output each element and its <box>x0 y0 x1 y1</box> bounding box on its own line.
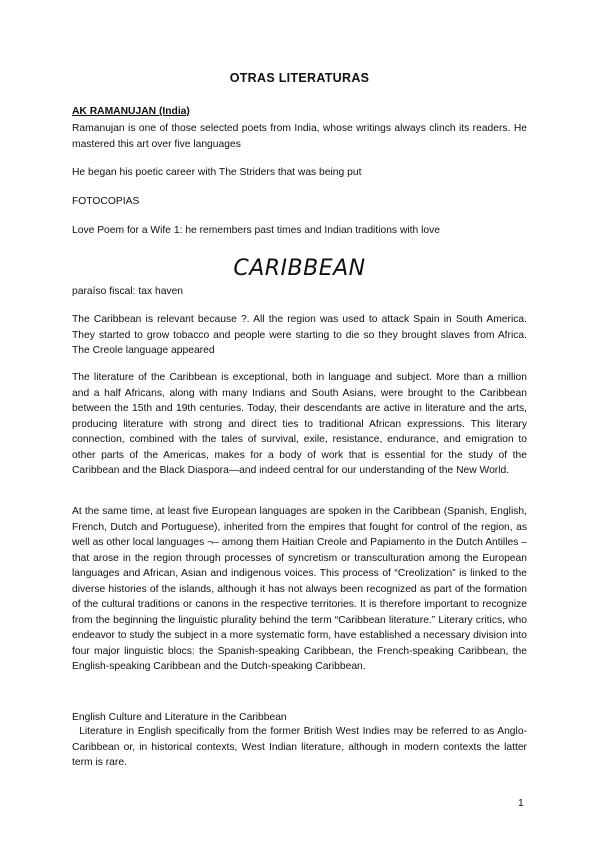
paragraph-poetic-career: He began his poetic career with The Striders that was being put <box>72 167 362 178</box>
paragraph-tax-haven: paraíso fiscal: tax haven <box>72 286 184 297</box>
paragraph-english-literature: Literature in English specifically from the former British West Indies may be referred to as Anglo-Caribbean or, in historical contexts, West Indian literature, although in modern contexts the latter term is rare. <box>72 726 530 768</box>
section-heading-caribbean: CARIBBEAN <box>233 256 366 281</box>
paragraph-love-poem: Love Poem for a Wife 1: he remembers past times and Indian traditions with love <box>72 225 441 236</box>
page-number: 1 <box>518 798 524 809</box>
paragraph-caribbean-literature: The literature of the Caribbean is exceptional, both in language and subject. More than a million and a half Africans, along with many Indians and South Asians, were brought to the Caribbean between the 15th and 19th centuries. Today, their descendants are active in literature and the arts, producing literature with strong and direct ties to traditional African expressions. This literary connection, combined with the tales of survival, exile, resistance, endurance, and emigration to other parts of the Americas, makes for a body of work that is essential for the study of the Caribbean and the Black Diaspora—and indeed central for our understanding of the New World. <box>72 372 527 476</box>
english-culture-heading: English Culture and Literature in the Caribbean <box>72 712 287 723</box>
page-title: OTRAS LITERATURAS <box>229 71 370 85</box>
paragraph-ramanujan-intro: Ramanujan is one of those selected poets from India, whose writings always clinch its readers. He mastered this art over five languages <box>72 123 527 150</box>
author-heading: AK RAMANUJAN (India) <box>72 106 190 117</box>
paragraph-caribbean-relevance: The Caribbean is relevant because ?. All the region was used to attack Spain in South America. They started to grow tobacco and people were starting to die so they brought slaves from Africa. The Creole language appeared <box>72 314 527 356</box>
paragraph-fotocopias: FOTOCOPIAS <box>72 196 140 207</box>
paragraph-european-languages: At the same time, at least five European languages are spoken in the Caribbean (Spanish, English, French, Dutch and Portuguese), inherited from the empires that fought for control of the region, as well as other local languages ¬– among them Haitian Creole and Papiamento in the Dutch Antilles – that arose in the region through processes of syncretism or transculturation among the European languages and African, Asian and indigenous voices. This process of “Creolization” is linked to the diverse histories of the islands, although it has not always been recognized as part of the formation of the cultural traditions or canons in the respective territories. It is therefore important to recognize from the beginning the linguistic plurality behind the term “Caribbean literature.” Literary critics, who endeavor to study the subject in a more systematic form, have established a necessary division into four major linguistic blocs: the Spanish-speaking Caribbean, the French-speaking Caribbean, the English-speaking Caribbean and the Dutch-speaking Caribbean. <box>72 506 527 672</box>
